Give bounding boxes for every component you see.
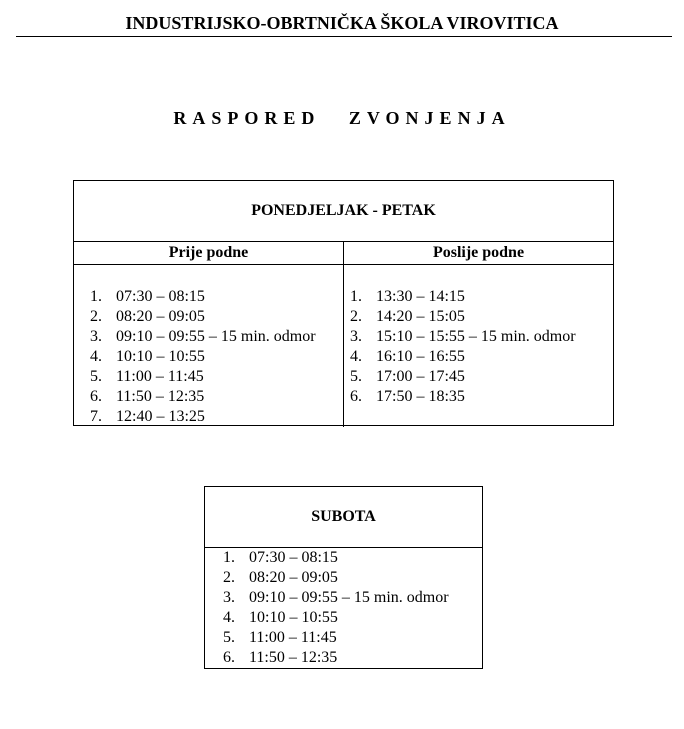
period-number: 3. <box>223 589 235 606</box>
afternoon-column <box>343 265 613 427</box>
morning-column <box>74 265 343 427</box>
period-time: 07:30 – 08:15 <box>249 549 338 566</box>
schedule-period <box>350 307 576 327</box>
schedule-period <box>223 608 449 628</box>
period-number: 1. <box>90 288 102 305</box>
period-time: 11:50 – 12:35 <box>249 649 338 666</box>
period-number: 6. <box>223 649 235 666</box>
schedule-period <box>90 347 316 367</box>
period-number: 4. <box>90 348 102 365</box>
period-time: 09:10 – 09:55 – 15 min. odmor <box>116 328 316 345</box>
schedule-period <box>90 287 316 307</box>
period-time: 15:10 – 15:55 – 15 min. odmor <box>376 328 576 345</box>
schedule-period <box>90 367 316 387</box>
schedule-period <box>223 548 449 568</box>
period-time: 14:20 – 15:05 <box>376 308 465 325</box>
school-name: INDUSTRIJSKO-OBRTNIČKA ŠKOLA VIROVITICA <box>125 13 559 33</box>
period-time: 17:50 – 18:35 <box>376 388 465 405</box>
period-number: 5. <box>223 629 235 646</box>
period-number: 2. <box>90 308 102 325</box>
schedule-period <box>223 568 449 588</box>
period-time: 07:30 – 08:15 <box>116 288 205 305</box>
schedule-period <box>350 287 576 307</box>
period-number: 1. <box>223 549 235 566</box>
period-time: 12:40 – 13:25 <box>116 408 205 425</box>
schedule-period <box>90 407 316 427</box>
schedule-period <box>223 588 449 608</box>
period-number: 2. <box>223 569 235 586</box>
period-number: 5. <box>350 368 362 385</box>
period-time: 16:10 – 16:55 <box>376 348 465 365</box>
saturday-schedule-table <box>204 486 483 669</box>
weekday-heading: PONEDJELJAK - PETAK <box>74 181 613 242</box>
period-number: 6. <box>350 388 362 405</box>
period-number: 6. <box>90 388 102 405</box>
period-time: 11:00 – 11:45 <box>116 368 204 385</box>
period-time: 13:30 – 14:15 <box>376 288 465 305</box>
period-time: 11:00 – 11:45 <box>249 629 337 646</box>
period-time: 08:20 – 09:05 <box>116 308 205 325</box>
period-time: 10:10 – 10:55 <box>249 609 338 626</box>
period-time: 09:10 – 09:55 – 15 min. odmor <box>249 589 449 606</box>
period-number: 1. <box>350 288 362 305</box>
period-number: 3. <box>350 328 362 345</box>
period-time: 08:20 – 09:05 <box>249 569 338 586</box>
morning-label: Prije podne <box>168 244 249 261</box>
schedule-period <box>350 347 576 367</box>
period-time: 10:10 – 10:55 <box>116 348 205 365</box>
period-number: 7. <box>90 408 102 425</box>
schedule-period <box>90 387 316 407</box>
weekday-subheader <box>74 242 613 265</box>
schedule-period <box>350 387 576 407</box>
period-number: 2. <box>350 308 362 325</box>
schedule-period <box>90 327 316 347</box>
period-time: 11:50 – 12:35 <box>116 388 205 405</box>
schedule-period <box>350 327 576 347</box>
document-title: RASPORED ZVONJENJA <box>173 108 511 128</box>
schedule-period <box>223 648 449 668</box>
period-number: 5. <box>90 368 102 385</box>
schedule-period <box>90 307 316 327</box>
period-number: 4. <box>350 348 362 365</box>
period-number: 4. <box>223 609 235 626</box>
afternoon-label: Poslije podne <box>343 242 613 264</box>
period-time: 17:00 – 17:45 <box>376 368 465 385</box>
header-rule <box>16 36 672 37</box>
schedule-period <box>223 628 449 648</box>
weekday-schedule-table <box>73 180 614 426</box>
period-number: 3. <box>90 328 102 345</box>
schedule-period <box>350 367 576 387</box>
saturday-heading: SUBOTA <box>205 487 482 548</box>
